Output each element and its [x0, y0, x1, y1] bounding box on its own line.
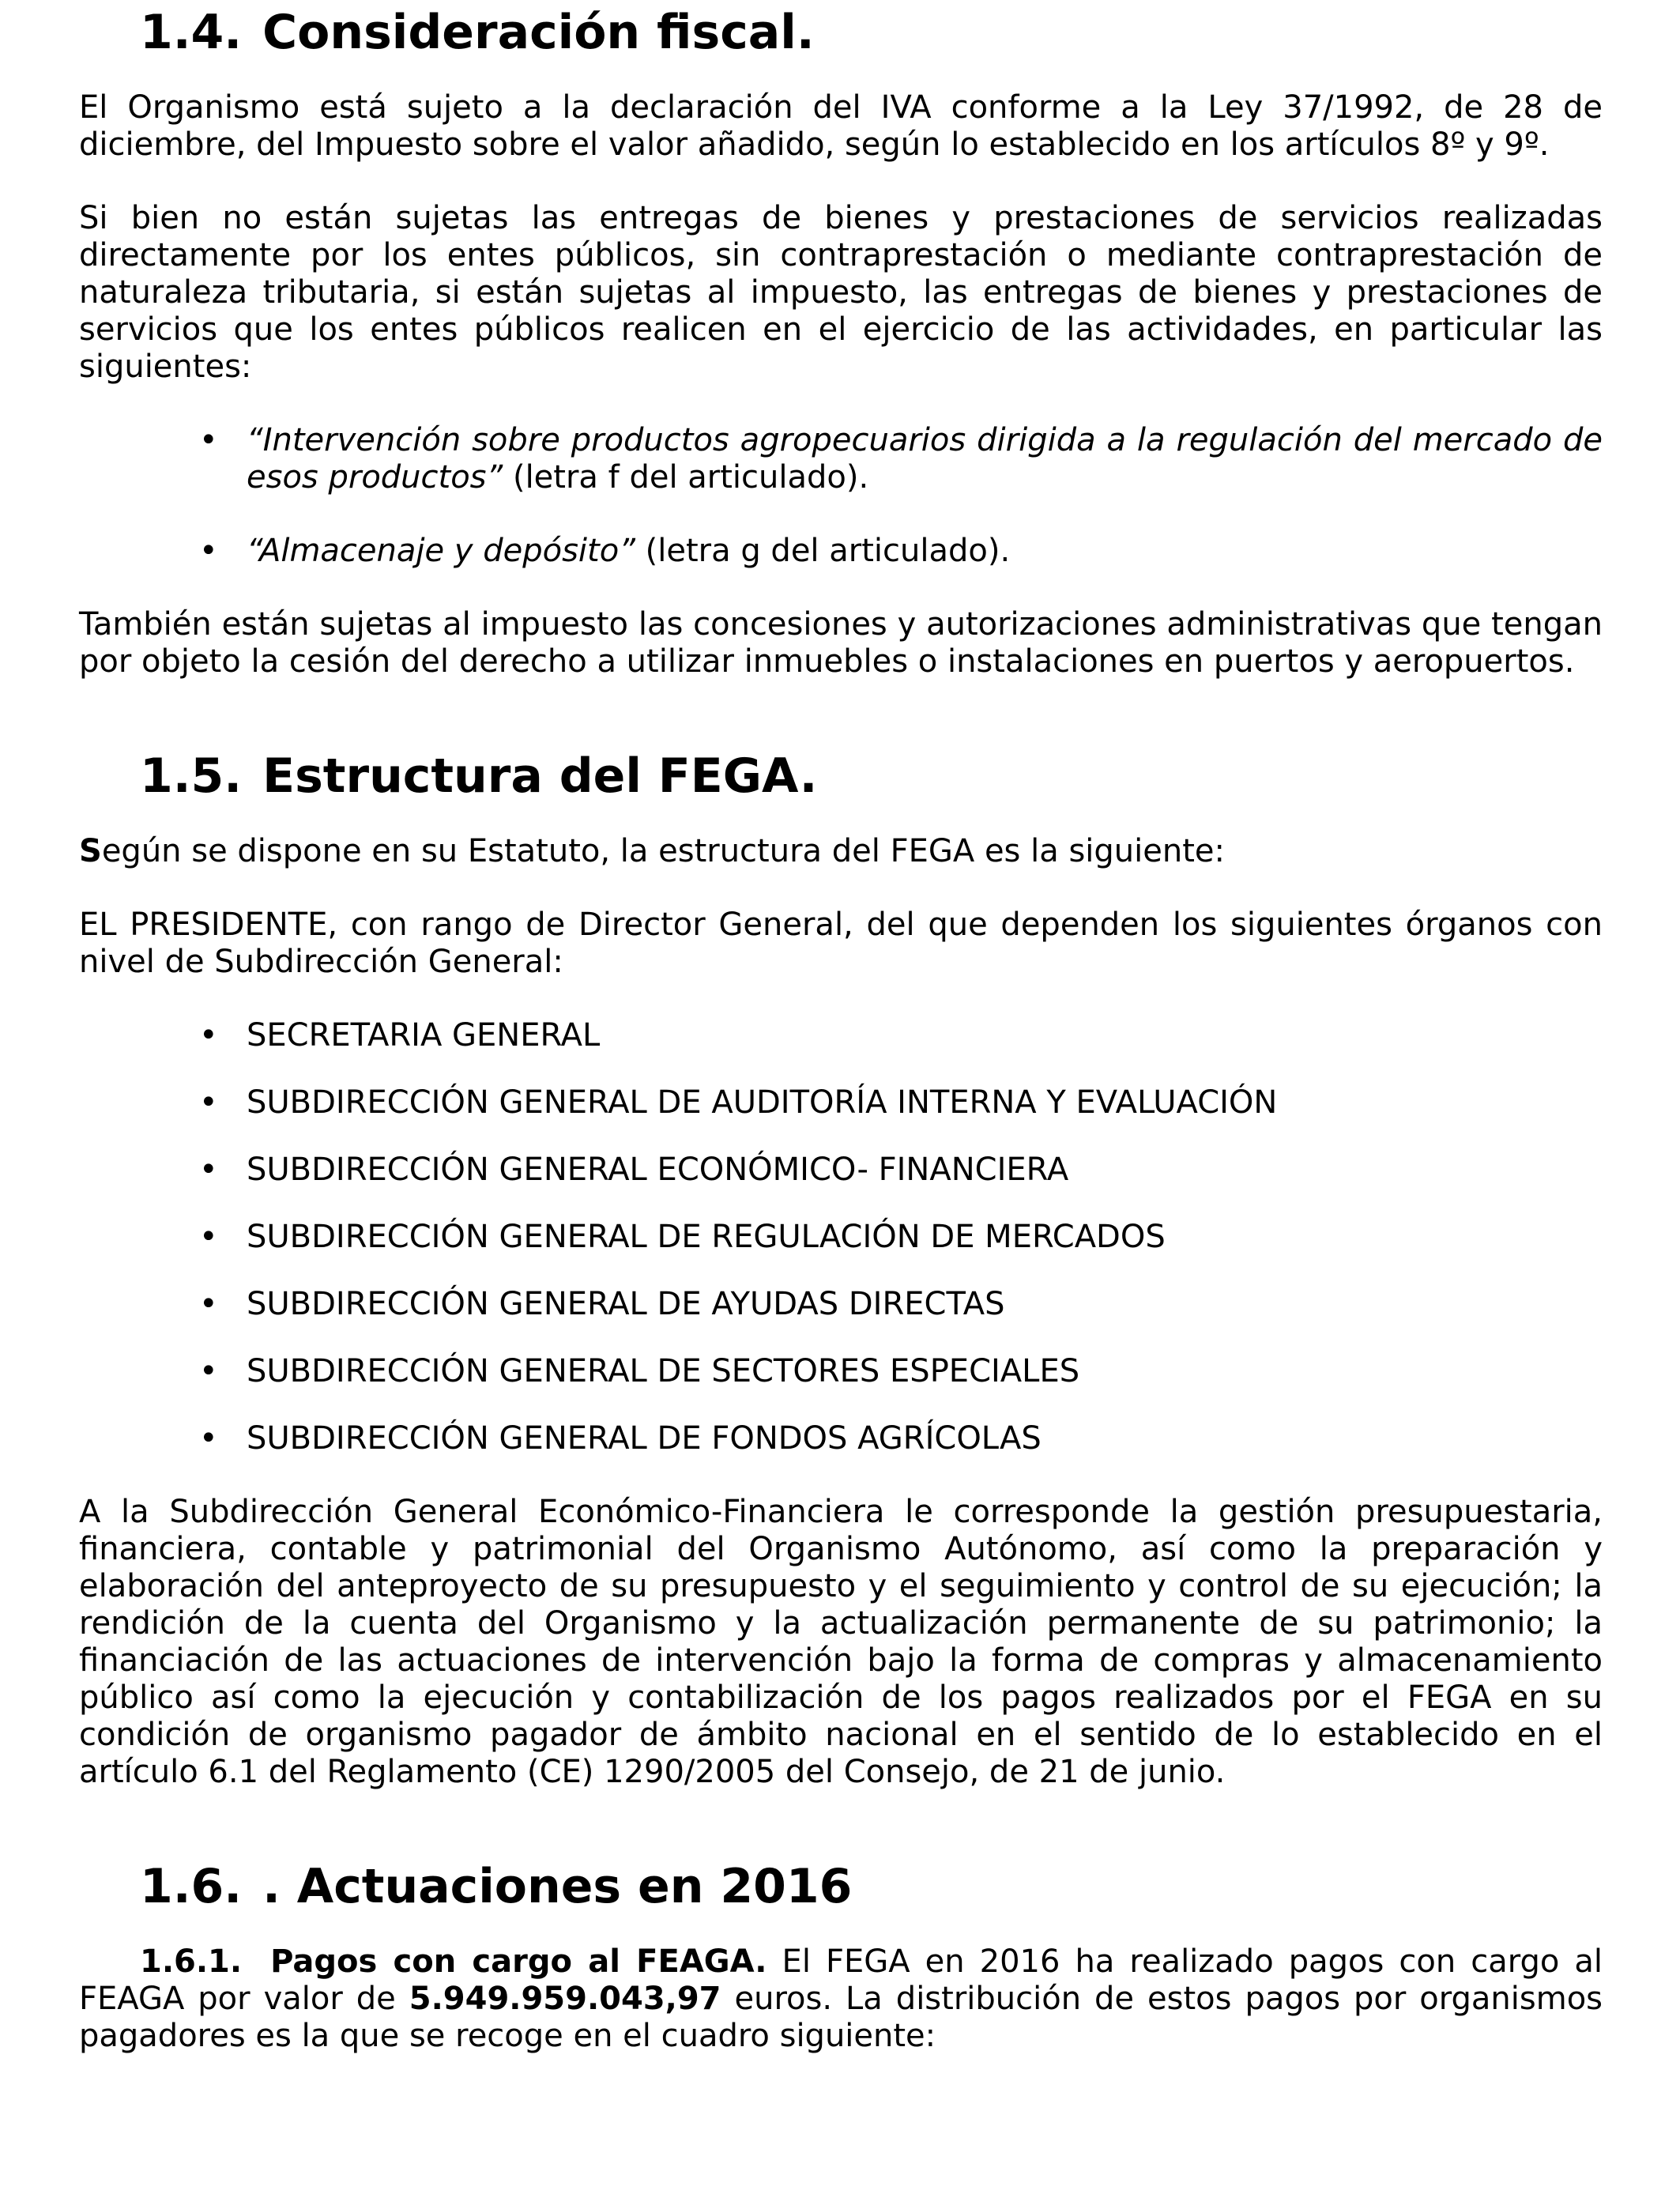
- paragraph-presidente: EL PRESIDENTE, con rango de Director General, del que dependen los siguientes órganos con nivel de Subdirección General:: [79, 907, 1603, 980]
- paragraph-concesiones: También están sujetas al impuesto las concesiones y autorizaciones administrativas que tengan por objeto la cesión del derecho a utilizar inmuebles o instalaciones en puertos y aeropuertos.: [79, 606, 1603, 680]
- bullet-icon: •: [199, 1286, 218, 1322]
- list-item-fondos: [79, 1420, 1603, 1457]
- paragraph-1-6-1-pagos-feaga: [79, 1943, 1603, 2055]
- list-item-normal-text: (letra f del articulado).: [503, 459, 869, 496]
- section-number: 1.5.: [140, 748, 243, 804]
- bullet-icon: •: [199, 1219, 218, 1255]
- paragraph-sujetas: Si bien no están sujetas las entregas de bienes y prestaciones de servicios realizadas directamente por los entes públicos, sin contraprestación o mediante contraprestación de naturaleza tributaria, si están sujetas al impuesto, las entregas de bienes y prestaciones de servicios que los entes públicos realicen en el ejercicio de las actividades, en particular las siguientes:: [79, 200, 1603, 385]
- list-item-italic-text: “Intervención sobre productos agropecuarios dirigida a la regulación del mercado de esos productos”: [247, 422, 1603, 496]
- section-heading-1-5: [79, 748, 1603, 804]
- list-item-label: SUBDIRECCIÓN GENERAL DE REGULACIÓN DE MERCADOS: [247, 1219, 1166, 1255]
- amount-value: 5.949.959.043,97: [409, 1981, 721, 2017]
- org-structure-list: [79, 1017, 1603, 1457]
- section-number: 1.4.: [140, 5, 243, 60]
- subsection-lead: Pagos con cargo al FEAGA.: [270, 1943, 767, 1980]
- section-title: Estructura del FEGA.: [262, 748, 818, 804]
- bullet-icon: •: [199, 533, 218, 569]
- paragraph-text: egún se dispone en su Estatuto, la estructura del FEGA es la siguiente:: [101, 833, 1225, 869]
- bullet-icon: •: [199, 1017, 218, 1054]
- paragraph-segun-estatuto: [79, 833, 1603, 870]
- list-item-label: SUBDIRECCIÓN GENERAL DE SECTORES ESPECIALES: [247, 1353, 1080, 1389]
- list-item-label: SUBDIRECCIÓN GENERAL DE AYUDAS DIRECTAS: [247, 1286, 1005, 1322]
- bullet-icon: •: [199, 422, 218, 458]
- list-item-sectores: [79, 1353, 1603, 1390]
- lead-letter: S: [79, 833, 102, 869]
- list-item-secretaria: [79, 1017, 1603, 1054]
- bullet-icon: •: [199, 1353, 218, 1389]
- list-item-economico: [79, 1152, 1603, 1189]
- section-number: 1.6.: [140, 1859, 243, 1914]
- list-item-label: SUBDIRECCIÓN GENERAL DE FONDOS AGRÍCOLAS: [247, 1420, 1042, 1457]
- list-item-normal-text: (letra g del articulado).: [635, 533, 1011, 569]
- list-item-label: SUBDIRECCIÓN GENERAL DE AUDITORÍA INTERNA Y EVALUACIÓN: [247, 1084, 1278, 1121]
- list-item-label: SECRETARIA GENERAL: [247, 1017, 601, 1054]
- list-item-almacenaje: [79, 533, 1603, 570]
- subsection-number: 1.6.1.: [140, 1943, 243, 1980]
- list-item-auditoria: [79, 1084, 1603, 1122]
- bullet-icon: •: [199, 1084, 218, 1121]
- list-item-italic-text: “Almacenaje y depósito”: [247, 533, 635, 569]
- list-item-label: SUBDIRECCIÓN GENERAL ECONÓMICO- FINANCIERA: [247, 1152, 1069, 1188]
- section-title: . Actuaciones en 2016: [262, 1859, 853, 1914]
- paragraph-text: El FEGA en 2016 ha realizado pagos con cargo al FEAGA por valor de: [79, 1943, 1603, 2017]
- bullet-icon: •: [199, 1420, 218, 1457]
- list-item-ayudas: [79, 1286, 1603, 1323]
- list-item-regulacion: [79, 1219, 1603, 1256]
- list-item-intervencion: [79, 422, 1603, 496]
- paragraph-subdireccion-funciones: A la Subdirección General Económico-Financiera le corresponde la gestión presupuestaria, financiera, contable y patrimonial del Organismo Autónomo, así como la preparación y elaboración del anteproyecto de su presupuesto y el seguimiento y control de su ejecución; la rendición de la cuenta del Organismo y la actualización permanente de su patrimonio; la financiación de las actuaciones de intervención bajo la forma de compras y almacenamiento público así como la ejecución y contabilización de los pagos realizados por el FEGA en su condición de organismo pagador de ámbito nacional en el sentido de lo establecido en el artículo 6.1 del Reglamento (CE) 1290/2005 del Consejo, de 21 de junio.: [79, 1494, 1603, 1790]
- section-title: Consideración fiscal.: [262, 5, 815, 60]
- section-heading-1-6: [79, 1859, 1603, 1914]
- paragraph-text: euros. La distribución de estos pagos por organismos pagadores es la que se recoge en el cuadro siguiente:: [79, 1981, 1603, 2054]
- paragraph-iva-ley: El Organismo está sujeto a la declaración del IVA conforme a la Ley 37/1992, de 28 de diciembre, del Impuesto sobre el valor añadido, según lo establecido en los artículos 8º y 9º.: [79, 89, 1603, 163]
- section-heading-1-4: [79, 5, 1603, 60]
- bullet-icon: •: [199, 1152, 218, 1188]
